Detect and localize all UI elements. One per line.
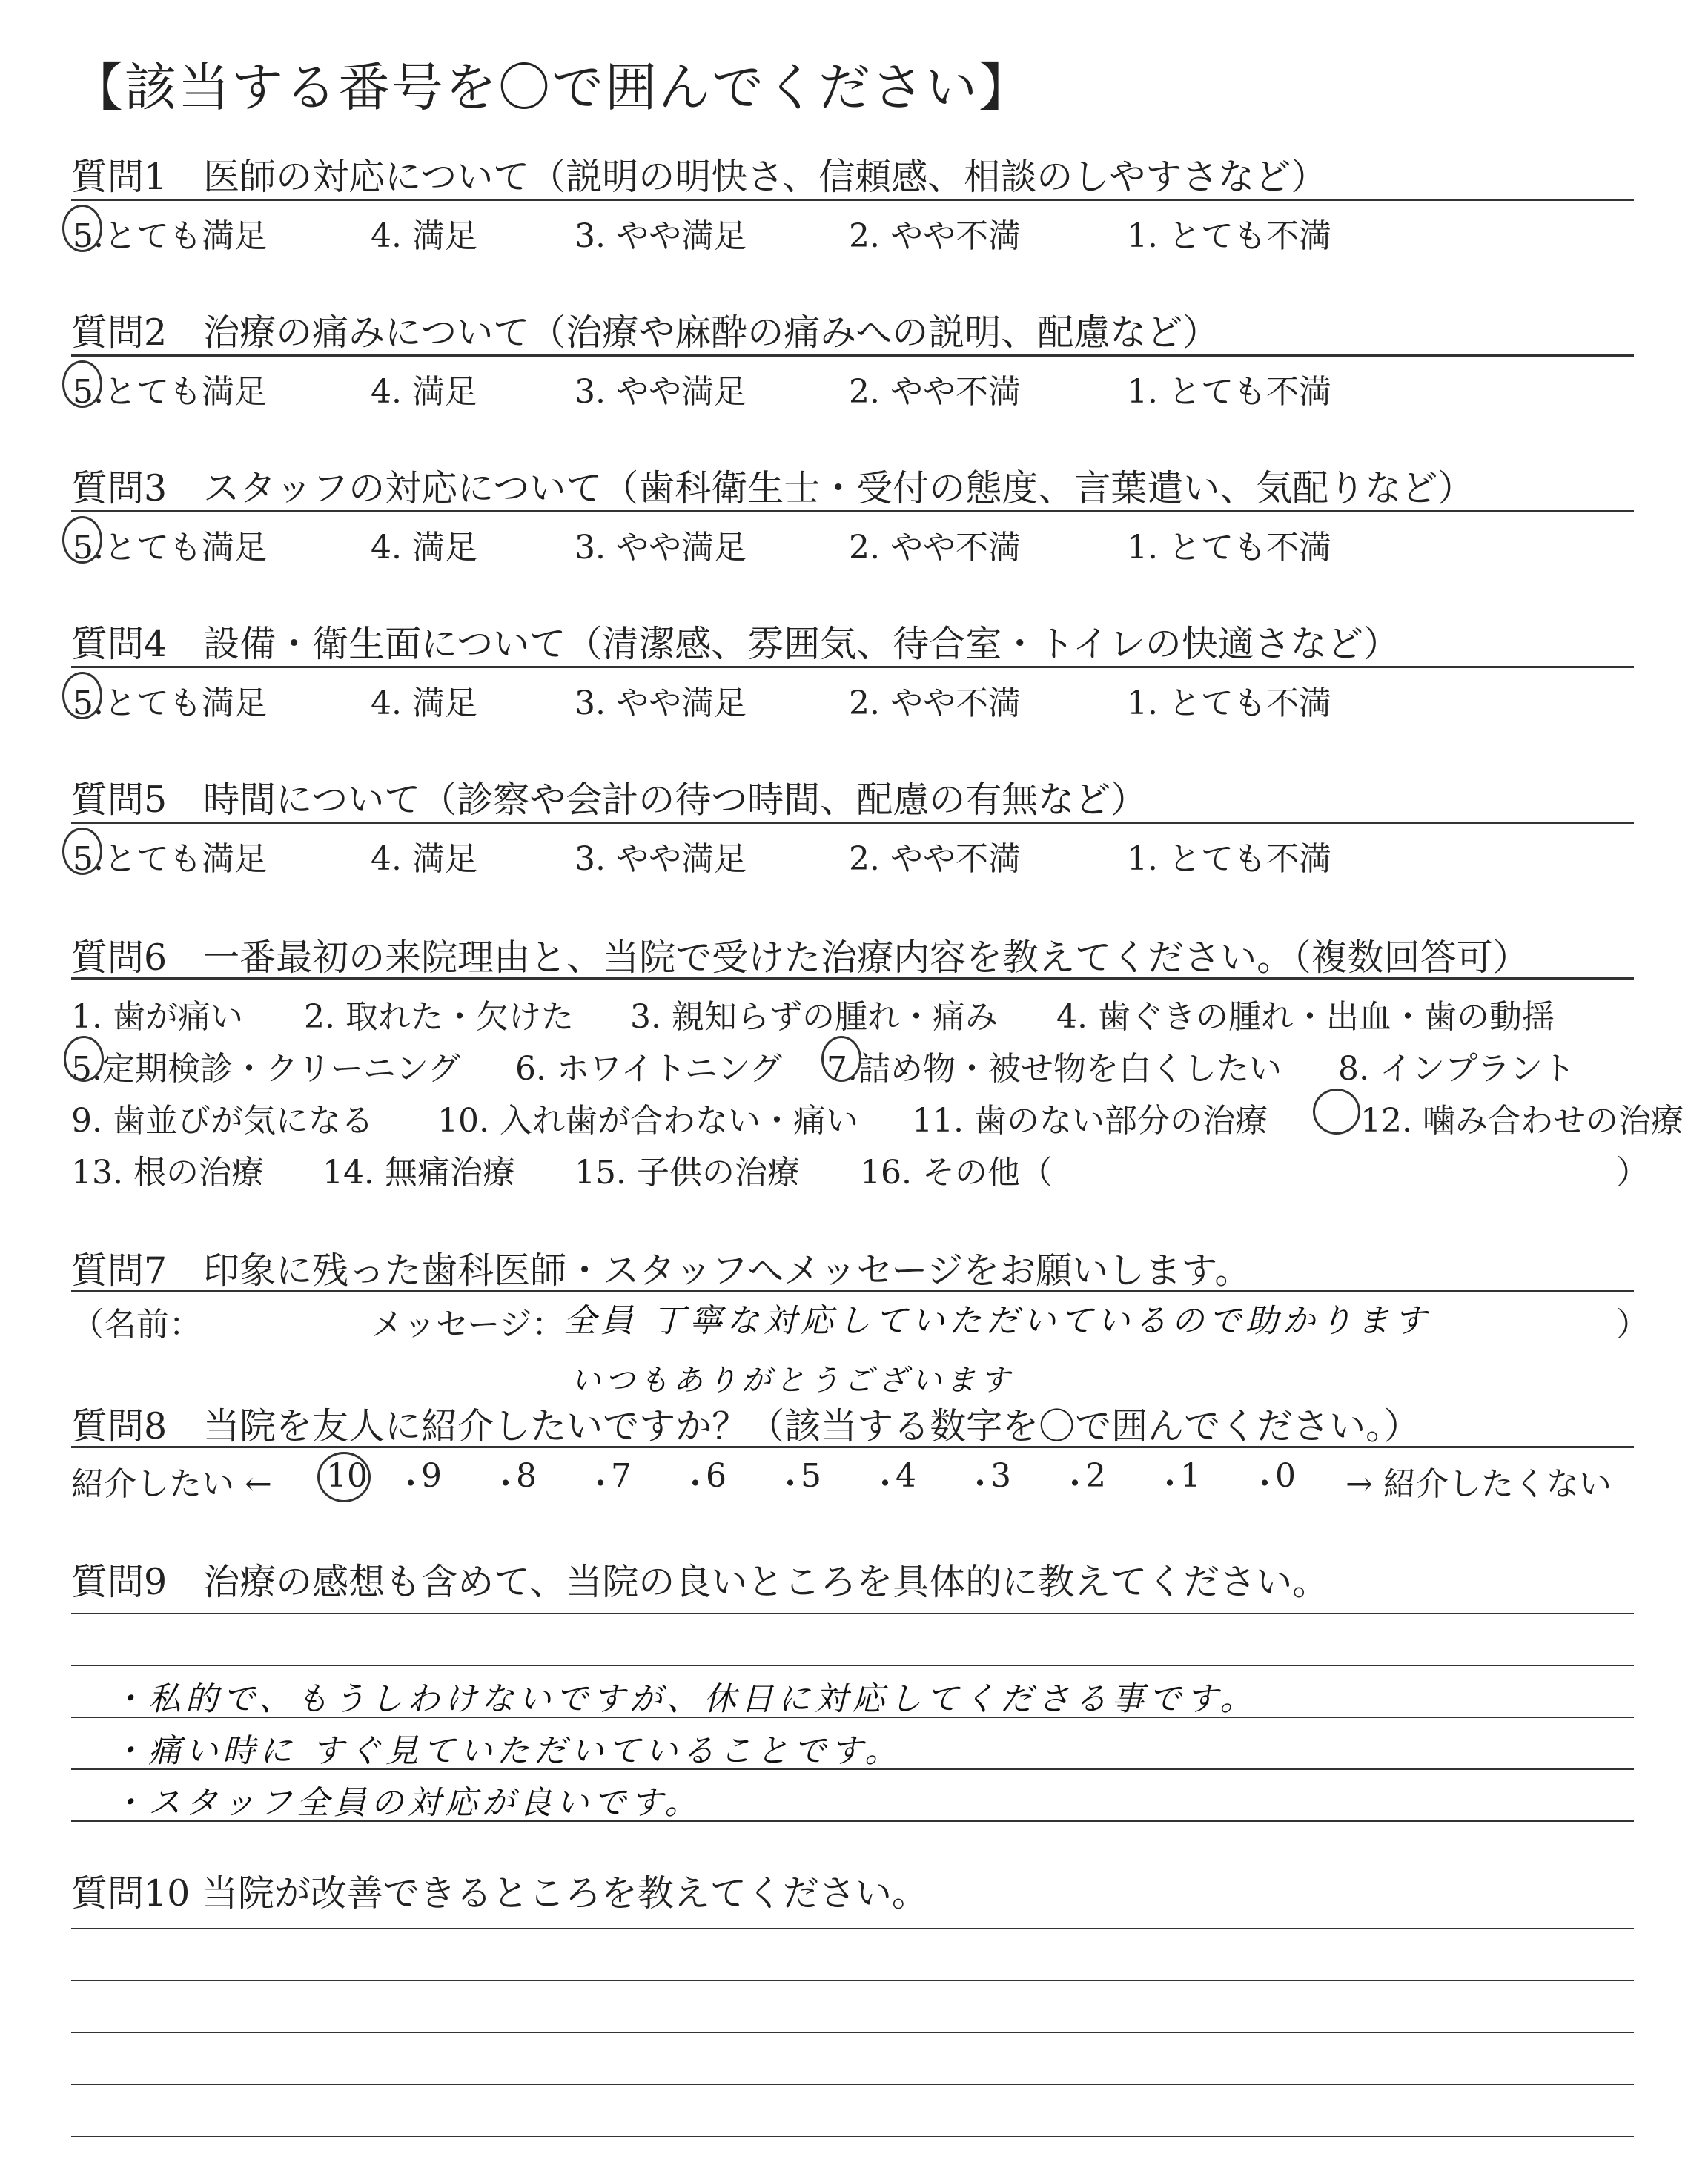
q5-rule: [71, 822, 1634, 824]
q8-scale-10[interactable]: 10: [326, 1457, 368, 1495]
q5-option-4[interactable]: 4. 満足: [371, 840, 477, 878]
q7-close-paren: ）: [1616, 1306, 1649, 1344]
q8-scale-separator: ・: [869, 1465, 901, 1503]
q6-other-close-paren: ）: [1616, 1154, 1649, 1192]
q6-option-5[interactable]: 5.定期検診・クリーニング: [71, 1050, 461, 1088]
q7-message-line-2: いつもありがとうございます: [571, 1364, 1014, 1398]
q9-answer-1: ・私的で、もうしわけないですが、休日に対応してくださる事です。: [111, 1680, 1257, 1718]
q8-scale-separator: ・: [489, 1465, 522, 1503]
q3-title: 質問3 スタッフの対応について（歯科衛生士・受付の態度、言葉遣い、気配りなど）: [71, 467, 1474, 509]
q6-option-12-circle[interactable]: [1313, 1089, 1360, 1135]
q6-title: 質問6 一番最初の来院理由と、当院で受けた治療内容を教えてください。（複数回答可）: [71, 937, 1529, 979]
q5-option-3[interactable]: 3. やや満足: [575, 840, 747, 878]
q6-option-14[interactable]: 14. 無痛治療: [322, 1154, 515, 1192]
q10-line-2: [71, 1980, 1634, 1981]
q6-option-13[interactable]: 13. 根の治療: [71, 1154, 264, 1192]
q8-scale-8[interactable]: 8: [516, 1457, 537, 1495]
q8-left-label: 紹介したい ←: [71, 1465, 272, 1503]
q6-rule: [71, 977, 1634, 980]
q8-scale-separator: ・: [1248, 1465, 1281, 1503]
q8-scale-separator: ・: [1153, 1465, 1186, 1503]
q1-option-5[interactable]: 5.とても満足: [73, 217, 267, 255]
q3-option-2[interactable]: 2. やや不満: [849, 529, 1021, 567]
q3-option-1[interactable]: 1. とても不満: [1127, 529, 1331, 567]
q9-title: 質問9 治療の感想も含めて、当院の良いところを具体的に教えてください。: [71, 1561, 1329, 1603]
q7-message-line-1: 全員 丁寧な対応していただいているので助かります: [563, 1302, 1431, 1340]
q8-scale-9[interactable]: 9: [421, 1457, 442, 1495]
q6-option-10[interactable]: 10. 入れ歯が合わない・痛い: [437, 1102, 858, 1140]
q2-option-5[interactable]: 5.とても満足: [73, 373, 267, 411]
q3-rule: [71, 510, 1634, 512]
q10-line-1: [71, 1928, 1634, 1929]
q2-option-1[interactable]: 1. とても不満: [1127, 373, 1331, 411]
q6-option-2[interactable]: 2. 取れた・欠けた: [304, 998, 574, 1036]
q8-scale-6[interactable]: 6: [706, 1457, 726, 1495]
q6-option-1[interactable]: 1. 歯が痛い: [71, 998, 243, 1036]
q1-title: 質問1 医師の対応について（説明の明快さ、信頼感、相談のしやすさなど）: [71, 156, 1328, 198]
q8-scale-separator: ・: [774, 1465, 807, 1503]
q8-selected-circle[interactable]: [317, 1452, 371, 1502]
q6-option-9[interactable]: 9. 歯並びが気になる: [71, 1102, 374, 1140]
q4-option-4[interactable]: 4. 満足: [371, 684, 477, 722]
q7-title: 質問7 印象に残った歯科医師・スタッフへメッセージをお願いします。: [71, 1249, 1251, 1292]
q7-name-label: （名前：: [71, 1306, 202, 1344]
q8-scale-7[interactable]: 7: [611, 1457, 632, 1495]
q2-option-2[interactable]: 2. やや不満: [849, 373, 1021, 411]
q7-rule: [71, 1290, 1634, 1292]
q8-scale-2[interactable]: 2: [1085, 1457, 1106, 1495]
q8-scale-separator: ・: [964, 1465, 996, 1503]
q6-option-11[interactable]: 11. 歯のない部分の治療: [912, 1102, 1268, 1140]
q4-option-2[interactable]: 2. やや不満: [849, 684, 1021, 722]
q5-option-1[interactable]: 1. とても不満: [1127, 840, 1331, 878]
q6-option-4[interactable]: 4. 歯ぐきの腫れ・出血・歯の動揺: [1056, 998, 1555, 1036]
q1-option-2[interactable]: 2. やや不満: [849, 217, 1021, 255]
q4-title: 質問4 設備・衛生面について（清潔感、雰囲気、待合室・トイレの快適さなど）: [71, 623, 1400, 665]
form-heading: 【該当する番号を〇で囲んでください】: [71, 57, 1032, 118]
q8-scale-1[interactable]: 1: [1180, 1457, 1201, 1495]
q6-option-16[interactable]: 16. その他（: [860, 1154, 1053, 1192]
q5-title: 質問5 時間について（診察や会計の待つ時間、配慮の有無など）: [71, 779, 1148, 821]
q4-rule: [71, 666, 1634, 668]
q5-selected-circle[interactable]: [62, 828, 102, 875]
q5-option-5[interactable]: 5.とても満足: [73, 840, 267, 878]
q8-scale-separator: ・: [679, 1465, 712, 1503]
q6-option-12[interactable]: 12. 噛み合わせの治療: [1360, 1102, 1684, 1140]
q6-option-7-circle[interactable]: [821, 1036, 861, 1082]
q6-option-8[interactable]: 8. インプラント: [1338, 1050, 1575, 1088]
q10-line-5: [71, 2136, 1634, 2137]
q8-scale-separator: ・: [584, 1465, 617, 1503]
q4-selected-circle[interactable]: [62, 672, 102, 719]
q6-option-15[interactable]: 15. 子供の治療: [575, 1154, 800, 1192]
q1-selected-circle[interactable]: [62, 205, 102, 252]
q10-line-4: [71, 2084, 1634, 2085]
q8-scale-3[interactable]: 3: [990, 1457, 1011, 1495]
q8-rule: [71, 1446, 1634, 1448]
q4-option-1[interactable]: 1. とても不満: [1127, 684, 1331, 722]
q2-selected-circle[interactable]: [62, 360, 102, 408]
q2-option-4[interactable]: 4. 満足: [371, 373, 477, 411]
q3-option-3[interactable]: 3. やや満足: [575, 529, 747, 567]
q3-selected-circle[interactable]: [62, 516, 102, 564]
q4-option-3[interactable]: 3. やや満足: [575, 684, 747, 722]
q6-option-7[interactable]: 7.詰め物・被せ物を白くしたい: [827, 1050, 1282, 1088]
q2-option-3[interactable]: 3. やや満足: [575, 373, 747, 411]
q1-option-4[interactable]: 4. 満足: [371, 217, 477, 255]
q8-scale-4[interactable]: 4: [896, 1457, 916, 1495]
q9-answer-3: ・スタッフ全員の対応が良いです。: [111, 1784, 702, 1822]
q8-scale-5[interactable]: 5: [801, 1457, 821, 1495]
q9-answer-2: ・痛い時に すぐ見ていただいていることです。: [111, 1732, 902, 1770]
q6-option-6[interactable]: 6. ホワイトニング: [515, 1050, 783, 1088]
q6-option-3[interactable]: 3. 親知らずの腫れ・痛み: [630, 998, 998, 1036]
q8-scale-separator: ・: [1059, 1465, 1091, 1503]
q4-option-5[interactable]: 5.とても満足: [73, 684, 267, 722]
q9-line-1: [71, 1613, 1634, 1614]
q1-option-1[interactable]: 1. とても不満: [1127, 217, 1331, 255]
q8-right-label: → 紹介したくない: [1345, 1465, 1612, 1503]
q1-option-3[interactable]: 3. やや満足: [575, 217, 747, 255]
q10-title: 質問10 当院が改善できるところを教えてください。: [71, 1872, 928, 1915]
q8-title: 質問8 当院を友人に紹介したいですか？（該当する数字を〇で囲んでください。）: [71, 1405, 1420, 1447]
q3-option-5[interactable]: 5.とても満足: [73, 529, 267, 567]
q5-option-2[interactable]: 2. やや不満: [849, 840, 1021, 878]
q2-rule: [71, 354, 1634, 357]
q10-line-3: [71, 2032, 1634, 2033]
q7-message-label: メッセージ：: [371, 1306, 565, 1344]
q2-title: 質問2 治療の痛みについて（治療や麻酔の痛みへの説明、配慮など）: [71, 311, 1219, 354]
q3-option-4[interactable]: 4. 満足: [371, 529, 477, 567]
q8-scale-separator: ・: [394, 1465, 427, 1503]
q9-line-2: [71, 1665, 1634, 1666]
q8-scale-0[interactable]: 0: [1275, 1457, 1296, 1495]
q1-rule: [71, 199, 1634, 201]
q6-option-5-circle[interactable]: [64, 1036, 104, 1082]
